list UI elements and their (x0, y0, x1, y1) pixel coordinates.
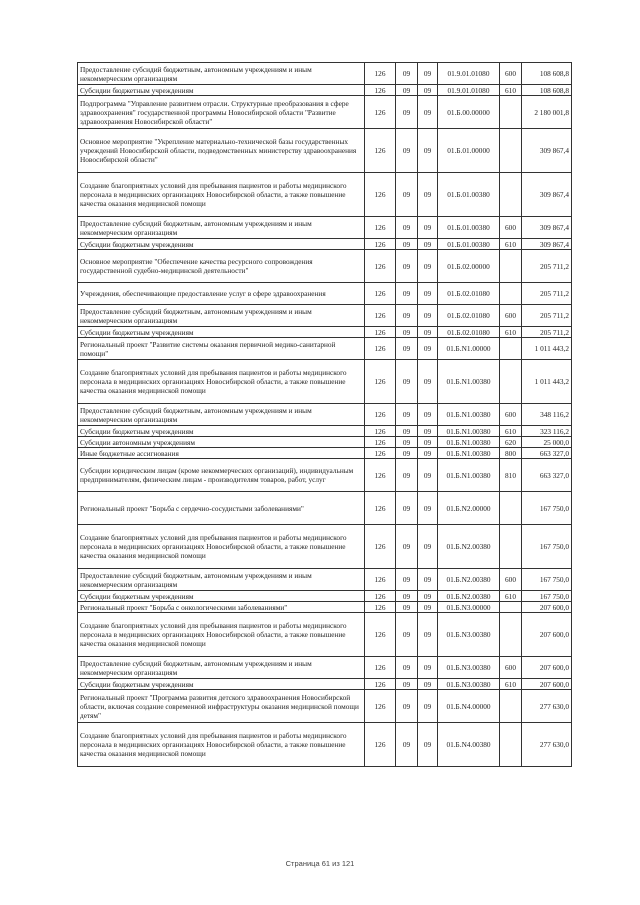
cell-csr: 01.Б.N1.00000 (438, 338, 500, 360)
cell-name: Предоставление субсидий бюджетным, автономным учреждениям и иным некоммерческим организациям (78, 404, 365, 426)
cell-sum: 663 327,0 (522, 459, 572, 492)
table-row (78, 85, 572, 96)
cell-name: Субсидии бюджетным учреждениям (78, 327, 365, 338)
cell-rz: 09 (396, 129, 418, 173)
cell-csr: 01.9.01.01080 (438, 85, 500, 96)
cell-pr: 09 (418, 448, 438, 459)
cell-name: Создание благоприятных условий для пребывания пациентов и работы медицинского персонала в медицинских организациях Новосибирской области, а также повышение качества оказания медицинской помощи (78, 613, 365, 657)
cell-vr: 620 (500, 437, 522, 448)
cell-csr: 01.Б.N3.00380 (438, 679, 500, 690)
cell-name: Основное мероприятие "Обеспечение качества ресурсного сопровождения государственной судебно-медицинской деятельности" (78, 250, 365, 283)
cell-name: Субсидии бюджетным учреждениям (78, 591, 365, 602)
cell-pr: 09 (418, 591, 438, 602)
cell-csr: 01.Б.N2.00380 (438, 525, 500, 569)
table-row (78, 173, 572, 217)
cell-csr: 01.Б.N4.00000 (438, 690, 500, 723)
cell-gr: 126 (365, 602, 396, 613)
cell-vr: 610 (500, 679, 522, 690)
cell-rz: 09 (396, 437, 418, 448)
cell-vr: 800 (500, 448, 522, 459)
cell-name: Учреждения, обеспечивающие предоставление услуг в сфере здравоохранения (78, 283, 365, 305)
cell-gr: 126 (365, 492, 396, 525)
cell-gr: 126 (365, 459, 396, 492)
cell-gr: 126 (365, 591, 396, 602)
cell-csr: 01.Б.N1.00380 (438, 448, 500, 459)
cell-name: Создание благоприятных условий для пребывания пациентов и работы медицинского персонала в медицинских организациях Новосибирской области, а также повышение качества оказания медицинской помощи (78, 173, 365, 217)
cell-sum: 207 600,0 (522, 679, 572, 690)
cell-sum: 348 116,2 (522, 404, 572, 426)
cell-vr: 610 (500, 426, 522, 437)
cell-pr: 09 (418, 85, 438, 96)
table-row (78, 129, 572, 173)
cell-pr: 09 (418, 327, 438, 338)
cell-gr: 126 (365, 217, 396, 239)
cell-csr: 01.9.01.01080 (438, 63, 500, 85)
cell-vr (500, 129, 522, 173)
cell-sum: 2 180 001,8 (522, 96, 572, 129)
cell-csr: 01.Б.N1.00380 (438, 404, 500, 426)
cell-gr: 126 (365, 613, 396, 657)
cell-pr: 09 (418, 437, 438, 448)
cell-vr (500, 173, 522, 217)
cell-name: Субсидии бюджетным учреждениям (78, 239, 365, 250)
cell-rz: 09 (396, 63, 418, 85)
cell-rz: 09 (396, 239, 418, 250)
cell-pr: 09 (418, 459, 438, 492)
cell-rz: 09 (396, 283, 418, 305)
table-row (78, 360, 572, 404)
cell-name: Создание благоприятных условий для пребывания пациентов и работы медицинского персонала в медицинских организациях Новосибирской области, а также повышение качества оказания медицинской помощи (78, 525, 365, 569)
cell-pr: 09 (418, 250, 438, 283)
cell-vr (500, 283, 522, 305)
cell-sum: 207 600,0 (522, 657, 572, 679)
cell-vr: 610 (500, 591, 522, 602)
cell-pr: 09 (418, 338, 438, 360)
cell-csr: 01.Б.01.00380 (438, 173, 500, 217)
cell-rz: 09 (396, 723, 418, 767)
cell-gr: 126 (365, 85, 396, 96)
cell-csr: 01.Б.00.00000 (438, 96, 500, 129)
cell-pr: 09 (418, 602, 438, 613)
cell-name: Предоставление субсидий бюджетным, автономным учреждениям и иным некоммерческим организациям (78, 569, 365, 591)
table-row (78, 327, 572, 338)
cell-gr: 126 (365, 129, 396, 173)
cell-csr: 01.Б.N3.00000 (438, 602, 500, 613)
cell-csr: 01.Б.01.00380 (438, 239, 500, 250)
table-row (78, 217, 572, 239)
cell-pr: 09 (418, 360, 438, 404)
cell-sum: 663 327,0 (522, 448, 572, 459)
cell-name: Субсидии юридическим лицам (кроме некоммерческих организаций), индивидуальным предпринимателям, физическим лицам - производителям товаров, работ, услуг (78, 459, 365, 492)
cell-rz: 09 (396, 602, 418, 613)
cell-gr: 126 (365, 239, 396, 250)
cell-rz: 09 (396, 250, 418, 283)
table-row (78, 613, 572, 657)
table-body (78, 63, 572, 767)
table-row (78, 492, 572, 525)
cell-csr: 01.Б.N2.00000 (438, 492, 500, 525)
cell-name: Создание благоприятных условий для пребывания пациентов и работы медицинского персонала в медицинских организациях Новосибирской области, а также повышение качества оказания медицинской помощи (78, 360, 365, 404)
cell-sum: 309 867,4 (522, 173, 572, 217)
cell-vr: 610 (500, 85, 522, 96)
cell-gr: 126 (365, 437, 396, 448)
cell-csr: 01.Б.N2.00380 (438, 591, 500, 602)
cell-sum: 167 750,0 (522, 569, 572, 591)
cell-sum: 309 867,4 (522, 239, 572, 250)
cell-name: Региональный проект "Развитие системы оказания первичной медико-санитарной помощи" (78, 338, 365, 360)
table-row (78, 459, 572, 492)
cell-sum: 25 000,0 (522, 437, 572, 448)
cell-name: Иные бюджетные ассигнования (78, 448, 365, 459)
cell-rz: 09 (396, 448, 418, 459)
cell-name: Предоставление субсидий бюджетным, автономным учреждениям и иным некоммерческим организациям (78, 657, 365, 679)
cell-gr: 126 (365, 657, 396, 679)
cell-gr: 126 (365, 360, 396, 404)
cell-csr: 01.Б.N3.00380 (438, 613, 500, 657)
cell-pr: 09 (418, 239, 438, 250)
cell-vr (500, 723, 522, 767)
cell-csr: 01.Б.01.00000 (438, 129, 500, 173)
cell-rz: 09 (396, 569, 418, 591)
cell-gr: 126 (365, 448, 396, 459)
cell-name: Предоставление субсидий бюджетным, автономным учреждениям и иным некоммерческим организациям (78, 305, 365, 327)
cell-rz: 09 (396, 426, 418, 437)
cell-rz: 09 (396, 217, 418, 239)
cell-rz: 09 (396, 85, 418, 96)
table-row (78, 305, 572, 327)
cell-name: Субсидии бюджетным учреждениям (78, 426, 365, 437)
cell-sum: 309 867,4 (522, 217, 572, 239)
cell-sum: 108 608,8 (522, 85, 572, 96)
cell-sum: 277 630,0 (522, 690, 572, 723)
cell-gr: 126 (365, 283, 396, 305)
cell-pr: 09 (418, 426, 438, 437)
cell-name: Региональный проект "Программа развития детского здравоохранения Новосибирской области, включая создание современной инфраструктуры оказания медицинской помощи детям" (78, 690, 365, 723)
table-row (78, 591, 572, 602)
table-row (78, 602, 572, 613)
cell-csr: 01.Б.02.01080 (438, 327, 500, 338)
table-row (78, 679, 572, 690)
table-row (78, 723, 572, 767)
cell-rz: 09 (396, 657, 418, 679)
cell-pr: 09 (418, 283, 438, 305)
cell-gr: 126 (365, 338, 396, 360)
cell-pr: 09 (418, 305, 438, 327)
cell-sum: 207 600,0 (522, 602, 572, 613)
table-row (78, 569, 572, 591)
page-footer: Страница 61 из 121 (285, 859, 355, 868)
table-row (78, 338, 572, 360)
cell-name: Субсидии бюджетным учреждениям (78, 85, 365, 96)
cell-vr (500, 613, 522, 657)
cell-gr: 126 (365, 63, 396, 85)
cell-vr: 610 (500, 327, 522, 338)
cell-sum: 167 750,0 (522, 591, 572, 602)
cell-csr: 01.Б.02.01080 (438, 283, 500, 305)
cell-pr: 09 (418, 679, 438, 690)
cell-rz: 09 (396, 96, 418, 129)
cell-pr: 09 (418, 723, 438, 767)
cell-vr (500, 492, 522, 525)
cell-gr: 126 (365, 569, 396, 591)
cell-gr: 126 (365, 426, 396, 437)
table-row (78, 690, 572, 723)
cell-vr: 600 (500, 404, 522, 426)
cell-pr: 09 (418, 217, 438, 239)
cell-pr: 09 (418, 569, 438, 591)
cell-vr (500, 690, 522, 723)
cell-vr (500, 360, 522, 404)
cell-name: Предоставление субсидий бюджетным, автономным учреждениям и иным некоммерческим организациям (78, 217, 365, 239)
cell-rz: 09 (396, 613, 418, 657)
cell-sum: 205 711,2 (522, 283, 572, 305)
cell-pr: 09 (418, 96, 438, 129)
cell-rz: 09 (396, 591, 418, 602)
cell-name: Региональный проект "Борьба с сердечно-сосудистыми заболеваниями" (78, 492, 365, 525)
table-row (78, 448, 572, 459)
cell-sum: 167 750,0 (522, 525, 572, 569)
cell-vr: 810 (500, 459, 522, 492)
cell-rz: 09 (396, 360, 418, 404)
table-row (78, 250, 572, 283)
cell-rz: 09 (396, 459, 418, 492)
cell-vr (500, 602, 522, 613)
cell-rz: 09 (396, 327, 418, 338)
cell-rz: 09 (396, 338, 418, 360)
table-row (78, 404, 572, 426)
cell-pr: 09 (418, 173, 438, 217)
cell-name: Региональный проект "Борьба с онкологическими заболеваниями" (78, 602, 365, 613)
cell-vr (500, 96, 522, 129)
cell-sum: 1 011 443,2 (522, 338, 572, 360)
table-row (78, 63, 572, 85)
cell-pr: 09 (418, 492, 438, 525)
cell-pr: 09 (418, 525, 438, 569)
cell-sum: 323 116,2 (522, 426, 572, 437)
cell-vr: 600 (500, 657, 522, 679)
cell-csr: 01.Б.N1.00380 (438, 426, 500, 437)
cell-vr: 600 (500, 305, 522, 327)
cell-gr: 126 (365, 173, 396, 217)
cell-pr: 09 (418, 613, 438, 657)
cell-vr (500, 525, 522, 569)
table-row (78, 96, 572, 129)
cell-csr: 01.Б.N2.00380 (438, 569, 500, 591)
table-row (78, 437, 572, 448)
cell-csr: 01.Б.N1.00380 (438, 459, 500, 492)
budget-table (77, 62, 572, 767)
cell-pr: 09 (418, 657, 438, 679)
cell-csr: 01.Б.02.00000 (438, 250, 500, 283)
table-row (78, 525, 572, 569)
table-row (78, 239, 572, 250)
cell-rz: 09 (396, 404, 418, 426)
cell-vr (500, 338, 522, 360)
cell-sum: 108 608,8 (522, 63, 572, 85)
cell-vr: 610 (500, 239, 522, 250)
table-row (78, 283, 572, 305)
cell-gr: 126 (365, 327, 396, 338)
cell-rz: 09 (396, 305, 418, 327)
cell-name: Создание благоприятных условий для пребывания пациентов и работы медицинского персонала в медицинских организациях Новосибирской области, а также повышение качества оказания медицинской помощи (78, 723, 365, 767)
cell-gr: 126 (365, 690, 396, 723)
cell-name: Субсидии автономным учреждениям (78, 437, 365, 448)
table-row (78, 657, 572, 679)
cell-pr: 09 (418, 690, 438, 723)
cell-csr: 01.Б.N3.00380 (438, 657, 500, 679)
cell-gr: 126 (365, 305, 396, 327)
cell-csr: 01.Б.01.00380 (438, 217, 500, 239)
cell-name: Предоставление субсидий бюджетным, автономным учреждениям и иным некоммерческим организациям (78, 63, 365, 85)
cell-name: Субсидии бюджетным учреждениям (78, 679, 365, 690)
cell-vr (500, 250, 522, 283)
cell-vr: 600 (500, 569, 522, 591)
cell-rz: 09 (396, 679, 418, 690)
cell-rz: 09 (396, 173, 418, 217)
cell-sum: 205 711,2 (522, 305, 572, 327)
cell-gr: 126 (365, 96, 396, 129)
cell-gr: 126 (365, 679, 396, 690)
cell-rz: 09 (396, 690, 418, 723)
cell-gr: 126 (365, 250, 396, 283)
cell-pr: 09 (418, 129, 438, 173)
cell-rz: 09 (396, 492, 418, 525)
cell-rz: 09 (396, 525, 418, 569)
cell-gr: 126 (365, 404, 396, 426)
cell-sum: 205 711,2 (522, 250, 572, 283)
cell-sum: 205 711,2 (522, 327, 572, 338)
cell-gr: 126 (365, 525, 396, 569)
cell-pr: 09 (418, 63, 438, 85)
cell-csr: 01.Б.02.01080 (438, 305, 500, 327)
cell-sum: 207 600,0 (522, 613, 572, 657)
cell-sum: 309 867,4 (522, 129, 572, 173)
cell-csr: 01.Б.N4.00380 (438, 723, 500, 767)
cell-pr: 09 (418, 404, 438, 426)
cell-vr: 600 (500, 217, 522, 239)
table-row (78, 426, 572, 437)
cell-sum: 277 630,0 (522, 723, 572, 767)
cell-vr: 600 (500, 63, 522, 85)
cell-sum: 167 750,0 (522, 492, 572, 525)
cell-csr: 01.Б.N1.00380 (438, 437, 500, 448)
cell-gr: 126 (365, 723, 396, 767)
cell-sum: 1 011 443,2 (522, 360, 572, 404)
cell-csr: 01.Б.N1.00380 (438, 360, 500, 404)
cell-name: Основное мероприятие "Укрепление материально-технической базы государственных учреждений Новосибирской области, подведомственных министерству здравоохранения Новосибирской области" (78, 129, 365, 173)
cell-name: Подпрограмма "Управление развитием отрасли. Структурные преобразования в сфере здравоохранения" государственной программы Новосибирской области "Развитие здравоохранения Новосибирской области" (78, 96, 365, 129)
